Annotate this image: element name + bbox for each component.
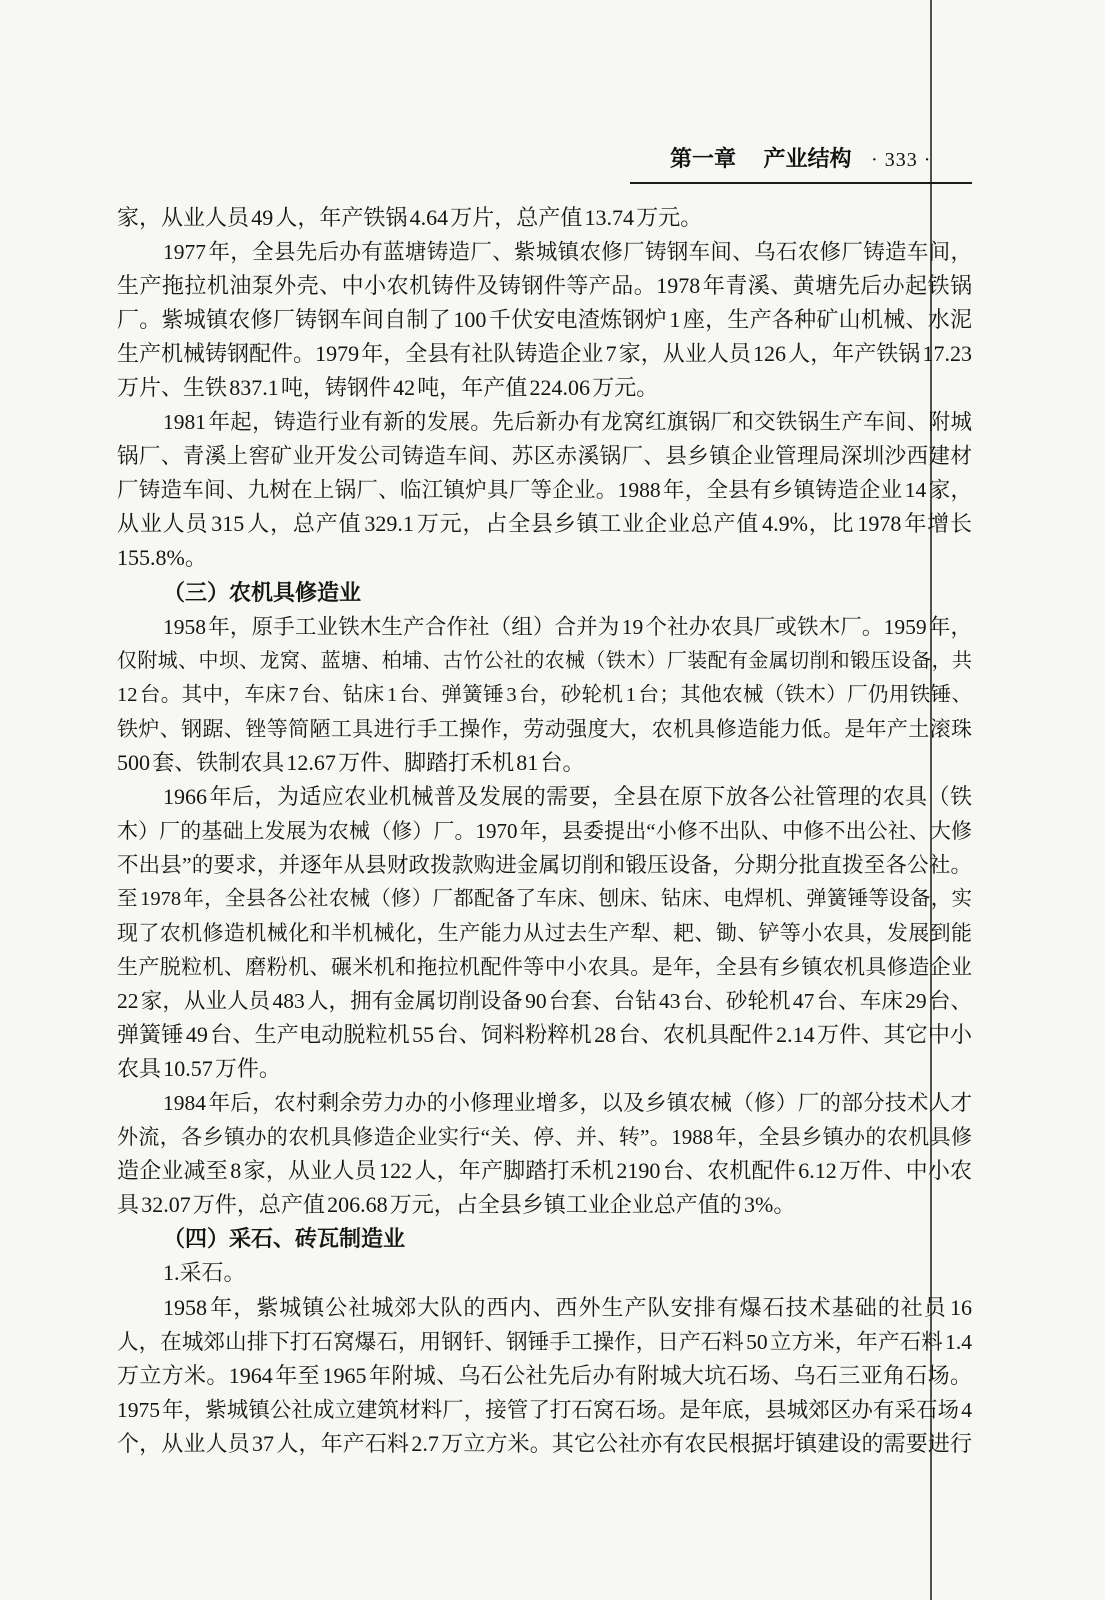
text-line: 1958 年，原手工业铁木生产合作社（组）合并为 19 个社办农具厂或铁木厂。1959 年， xyxy=(163,614,972,639)
paragraph xyxy=(117,405,972,575)
text-line: 22 家，从业人员 483 人，拥有金属切削设备 90 台套、台钻 43 台、砂轮机 47 台、车床 29 台、 xyxy=(117,989,972,1014)
text-line: 仅附城、中坝、龙窝、蓝塘、柏埔、古竹公社的农械（铁木）厂装配有金属切削和锻压设备，共 xyxy=(117,649,972,672)
paragraph xyxy=(117,1086,972,1222)
text-line: 弹簧锤 49 台、生产电动脱粒机 55 台、饲料粉粹机 28 台、农机具配件 2.14 万件、其它中小 xyxy=(117,1022,972,1048)
text-line: 外流，各乡镇办的农机具修造企业实行“关、停、并、转”。1988 年，全县乡镇办的农机具修 xyxy=(117,1125,972,1150)
text-line: 1958 年，紫城镇公社城郊大队的西内、西外生产队安排有爆石技术基础的社员 16 xyxy=(163,1294,972,1320)
chapter-label: 第一章 xyxy=(670,146,737,171)
chapter-title: 产业结构 xyxy=(763,146,852,171)
text-line: 家，从业人员 49 人，年产铁锅 4.64 万片，总产值 13.74 万元。 xyxy=(117,205,703,230)
text-line: 1984 年后，农村剩余劳力办的小修理业增多，以及乡镇农械（修）厂的部分技术人才 xyxy=(163,1091,972,1116)
text-line: 从业人员 315 人，总产值 329.1 万元，占全县乡镇工业企业总产值 4.9%，比 1978 年增长 xyxy=(117,511,972,537)
paragraph xyxy=(117,235,972,405)
text-line: 1975 年，紫城镇公社成立建筑材料厂，接管了打石窝石场。是年底，县城郊区办有采石场 4 xyxy=(117,1397,972,1422)
section-quarry-brick xyxy=(117,1222,972,1460)
section-heading: （四）采石、砖瓦制造业 xyxy=(163,1226,406,1252)
body-text xyxy=(117,201,972,1461)
text-line: 木）厂的基础上发展为农械（修）厂。1970 年，县委提出“小修不出队、中修不出公社、大修 xyxy=(117,818,972,843)
text-line: 农具 10.57 万件。 xyxy=(117,1056,281,1082)
paragraph xyxy=(117,780,972,1086)
page-number: · 333 · xyxy=(871,149,932,171)
text-line: 生产机械铸钢配件。1979 年，全县有社队铸造企业 7 家，从业人员 126 人，年产铁锅 17.23 xyxy=(117,341,972,367)
text-line: 1966 年后，为适应农业机械普及发展的需要，全县在原下放各公社管理的农具（铁 xyxy=(163,783,972,809)
header-rule xyxy=(630,182,972,184)
paragraph xyxy=(117,610,972,780)
running-header xyxy=(670,144,931,174)
text-line: 至 1978 年，全县各公社农械（修）厂都配备了车床、刨床、钻床、电焊机、弹簧锤等设备，实 xyxy=(117,887,972,910)
text-line: 厂。紫城镇农修厂铸钢车间自制了 100 千伏安电渣炼钢炉 1 座，生产各种矿山机械、水泥 xyxy=(117,307,972,333)
paragraph xyxy=(117,201,972,235)
text-line: 铁炉、钢踞、锉等简陋工具进行手工操作，劳动强度大，农机具修造能力低。是年产土滚珠 xyxy=(117,716,972,741)
section-heading: （三）农机具修造业 xyxy=(163,579,362,605)
text-line: 厂铸造车间、九树在上锅厂、临江镇炉具厂等企业。1988 年，全县有乡镇铸造企业 14 家， xyxy=(117,478,972,503)
paragraph xyxy=(117,1291,972,1461)
text-line: 具 32.07 万件，总产值 206.68 万元，占全县乡镇工业企业总产值的 3%。 xyxy=(117,1192,796,1218)
text-line: 现了农机修造机械化和半机械化，生产能力从过去生产犁、耙、锄、铲等小农具，发展到能 xyxy=(117,920,972,945)
subsection-heading: 1.采石。 xyxy=(163,1260,246,1286)
text-line: 锅厂、青溪上窖矿业开发公司铸造车间、苏区赤溪锅厂、县乡镇企业管理局深圳沙西建材 xyxy=(117,444,972,469)
text-line: 12 台。其中，车床 7 台、钻床 1 台、弹簧锤 3 台，砂轮机 1 台；其他农械（铁木）厂仍用铁锤、 xyxy=(117,683,972,706)
text-line: 生产脱粒机、磨粉机、碾米机和拖拉机配件等中小农具。是年，全县有乡镇农机具修造企业 xyxy=(117,955,972,980)
text-line: 个，从业人员 37 人，年产石料 2.7 万立方米。其它公社亦有农民根据圩镇建设的需要进行 xyxy=(117,1430,972,1456)
text-line: 生产拖拉机油泵外壳、中小农机铸件及铸钢件等产品。1978 年青溪、黄塘先后办起铁锅 xyxy=(117,273,972,299)
text-line: 1977 年，全县先后办有蓝塘铸造厂、紫城镇农修厂铸钢车间、乌石农修厂铸造车间， xyxy=(163,240,972,265)
text-line: 造企业减至 8 家，从业人员 122 人，年产脚踏打禾机 2190 台、农机配件 6.12 万件、中小农 xyxy=(117,1158,972,1184)
text-line: 155.8%。 xyxy=(117,545,207,571)
text-line: 500 套、铁制农具 12.67 万件、脚踏打禾机 81 台。 xyxy=(117,749,585,775)
section-farm-tool-repair xyxy=(117,576,972,1223)
text-line: 人，在城郊山排下打石窝爆石，用钢钎、钢锤手工操作，日产石料 50 立方米，年产石料 1.4 xyxy=(117,1329,972,1354)
section-foundry-continued xyxy=(117,201,972,576)
text-line: 1981 年起，铸造行业有新的发展。先后新办有龙窝红旗锅厂和交铁锅生产车间、附城 xyxy=(163,410,972,435)
text-line: 不出县”的要求，并逐年从县财政拨款购进金属切削和锻压设备，分期分批直拨至各公社。 xyxy=(117,852,972,877)
text-line: 万片、生铁 837.1 吨，铸钢件 42 吨，年产值 224.06 万元。 xyxy=(117,375,659,401)
text-line: 万立方米。1964 年至 1965 年附城、乌石公社先后办有附城大坑石场、乌石三亚角石场。 xyxy=(117,1362,972,1388)
